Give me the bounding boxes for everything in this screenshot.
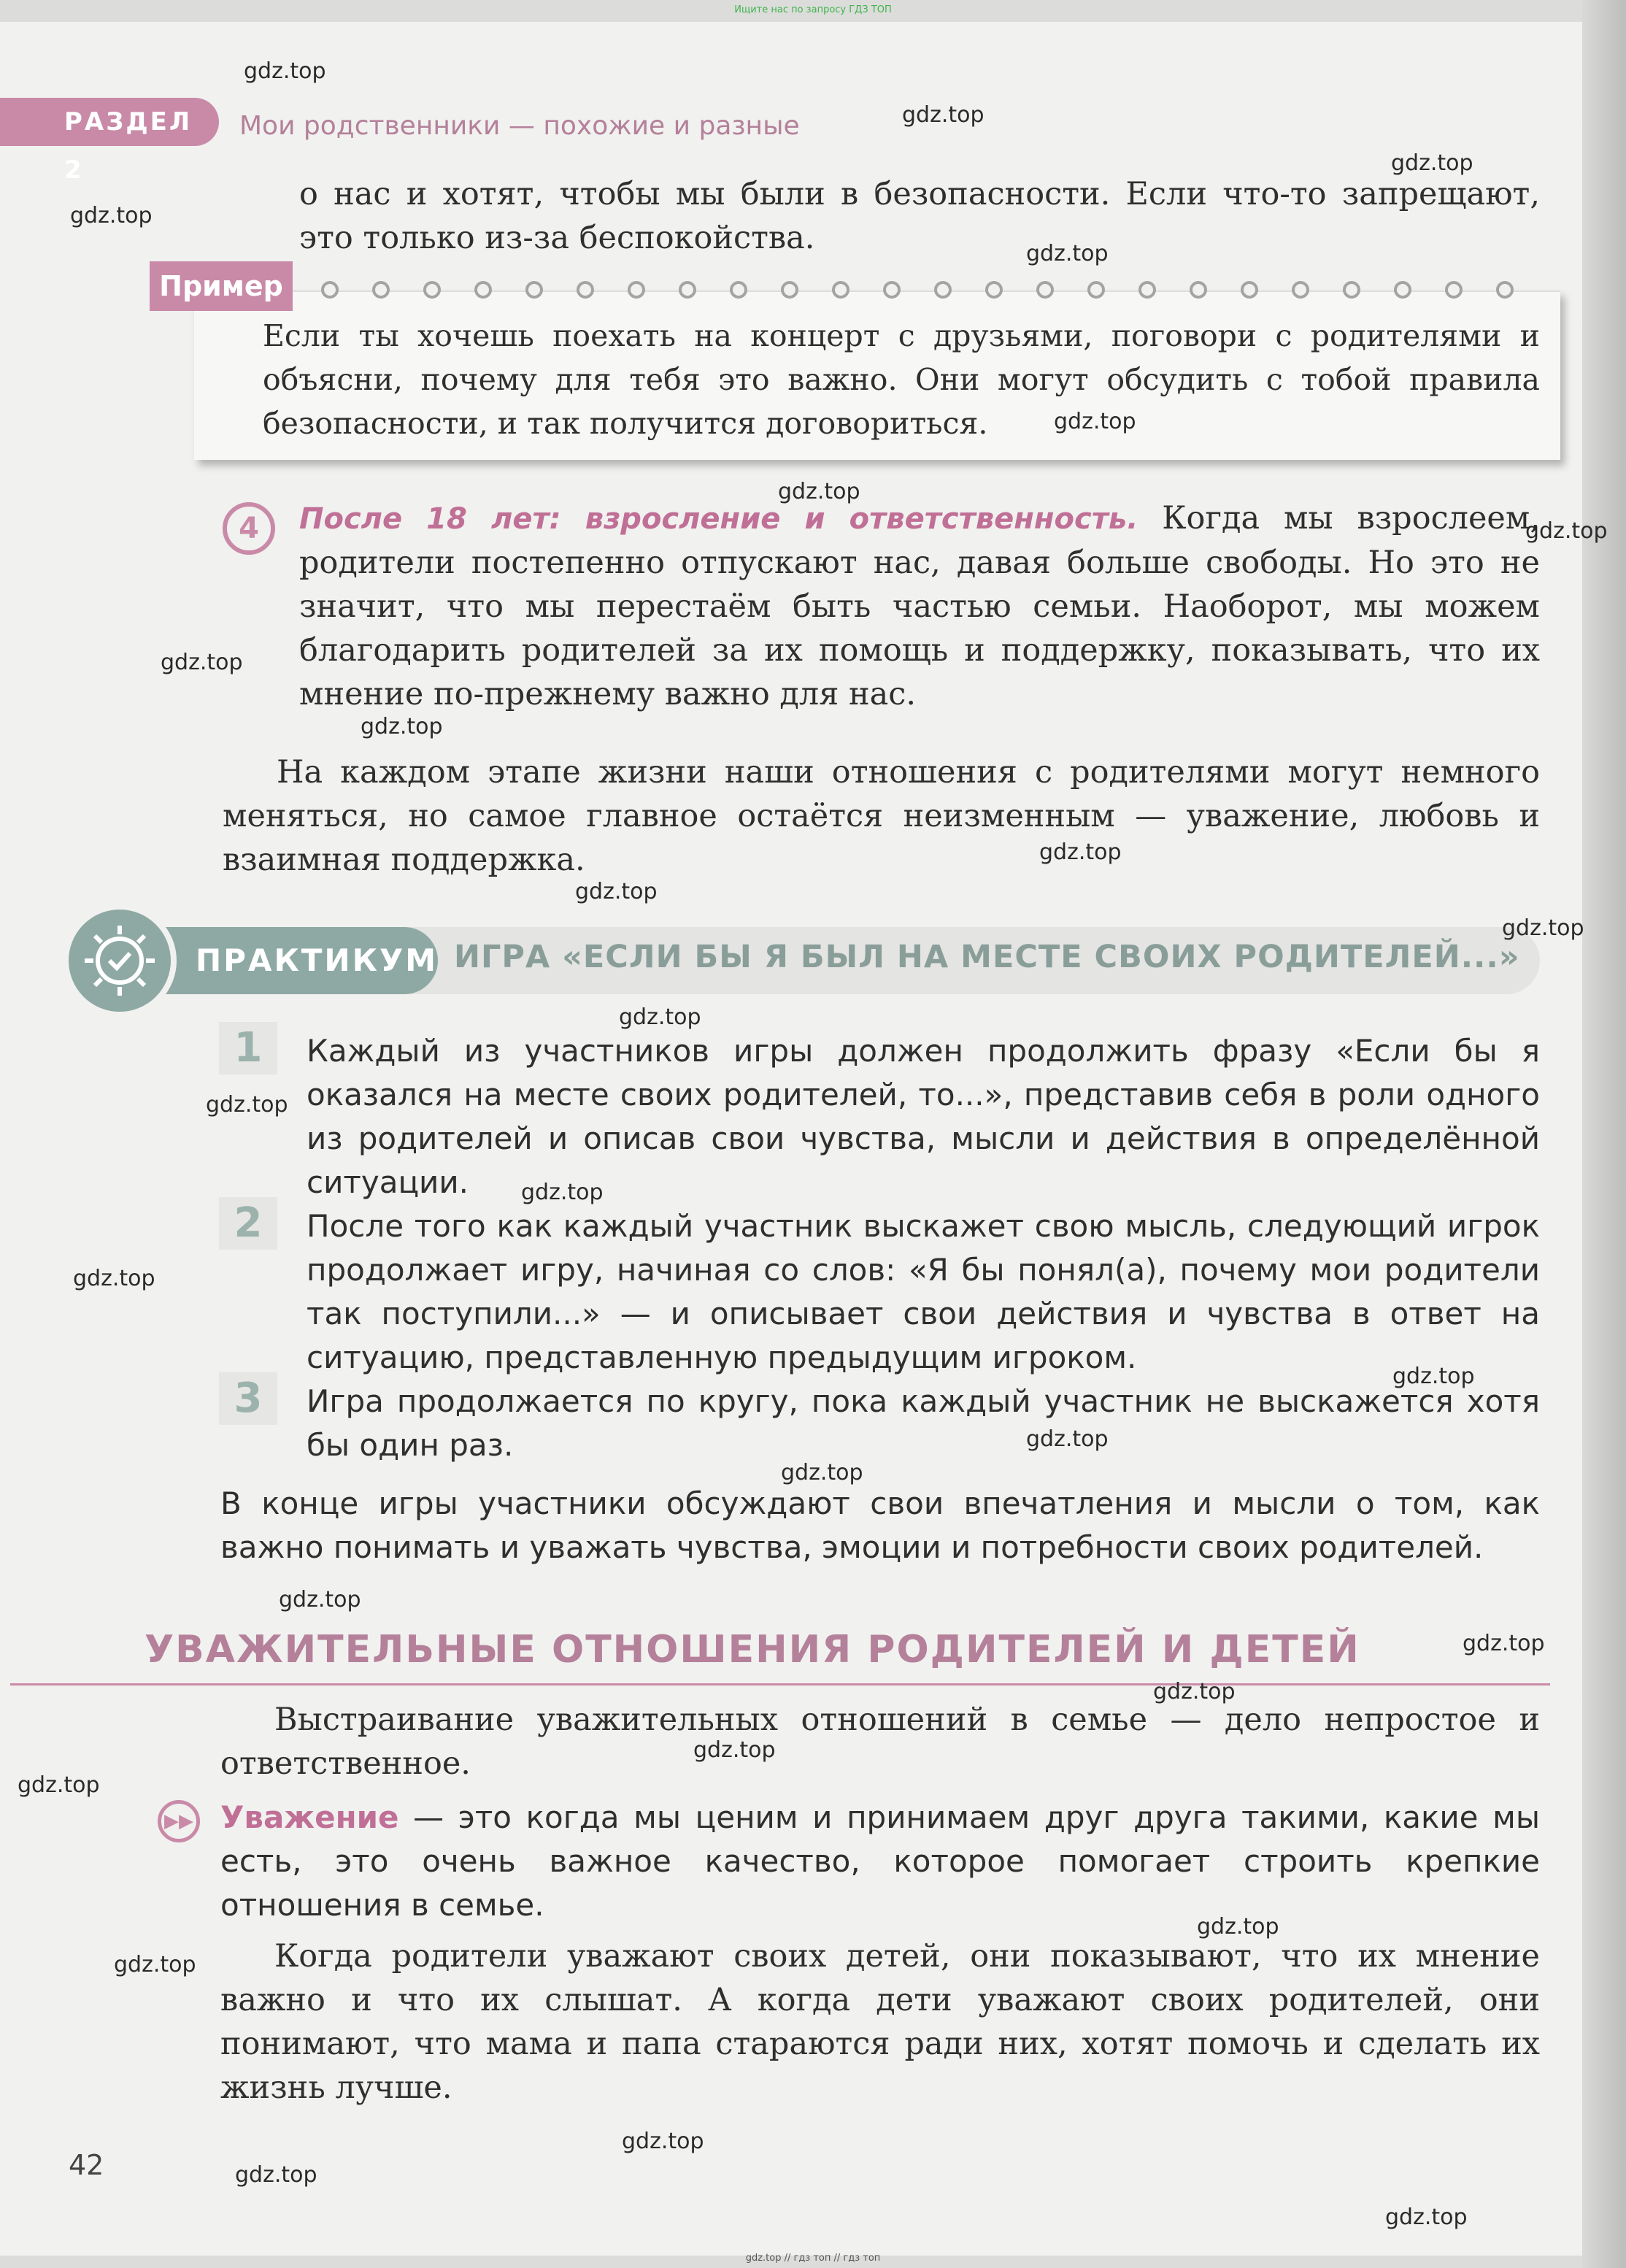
ring-icon	[1394, 281, 1411, 299]
page-number: 42	[69, 2149, 104, 2181]
ring-icon	[985, 281, 1003, 299]
watermark: gdz.top	[361, 714, 443, 739]
item-4-text: Когда мы взрослеем, родители постепенно отпускают нас, давая больше свободы. Но это не значит, что мы перестаём быть частью семьи. Наоборот, мы можем благодарить родителей за их помощь и поддержку, показывать, что их мнение по-прежнему важно для нас.	[299, 500, 1540, 712]
ring-icon	[1343, 281, 1360, 299]
ring-icon	[321, 281, 339, 299]
watermark: gdz.top	[161, 650, 243, 675]
ring-icon	[577, 281, 594, 299]
watermark: gdz.top	[1026, 241, 1109, 266]
watermark: gdz.top	[1502, 915, 1584, 941]
ring-icon	[730, 281, 747, 299]
example-text: Если ты хочешь поехать на концерт с друзьями, поговори с родителями и объясни, почему для тебя это важно. Они могут обсудить с тобой правила безопасности, и так получится договориться.	[263, 318, 1540, 441]
paragraph-1: о нас и хотят, чтобы мы были в безопасности. Если что-то запрещают, это только из-за беспокойства.	[299, 176, 1540, 256]
ring-icon	[1241, 281, 1258, 299]
ring-icon	[1445, 281, 1463, 299]
section-heading: УВАЖИТЕЛЬНЫЕ ОТНОШЕНИЯ РОДИТЕЛЕЙ И ДЕТЕЙ	[145, 1628, 1360, 1672]
step-number-1: 1	[219, 1022, 277, 1075]
fast-forward-icon: ▶▶	[158, 1800, 200, 1842]
step-number-2: 2	[219, 1197, 277, 1250]
watermark: gdz.top	[114, 1952, 196, 1977]
watermark: gdz.top	[1197, 1914, 1279, 1940]
practicum-tag: ПРАКТИКУМ	[109, 927, 438, 994]
definition-paragraph	[220, 1796, 1540, 1927]
ring-icon	[1292, 281, 1309, 299]
section-title: Мои родственники — похожие и разные	[239, 111, 800, 141]
item-4-paragraph	[299, 496, 1540, 716]
ring-icon	[934, 281, 952, 299]
ring-icon	[781, 281, 798, 299]
watermark: gdz.top	[1026, 1426, 1109, 1452]
ring-icon	[1496, 281, 1514, 299]
ring-icon	[474, 281, 492, 299]
ring-icon	[832, 281, 849, 299]
practicum-title: ИГРА «ЕСЛИ БЫ Я БЫЛ НА МЕСТЕ СВОИХ РОДИТЕЛЕЙ...»	[454, 939, 1520, 975]
watermark: gdz.top	[1391, 150, 1473, 176]
watermark: gdz.top	[1039, 839, 1122, 865]
definition-term: Уважение	[220, 1799, 399, 1835]
ring-icon	[1138, 281, 1156, 299]
step-number-3: 3	[219, 1372, 277, 1425]
watermark: gdz.top	[235, 2162, 317, 2188]
ring-icon	[679, 281, 696, 299]
top-note: Ищите нас по запросу ГДЗ ТОП	[734, 4, 892, 15]
ring-icon	[1036, 281, 1054, 299]
ring-icon	[628, 281, 645, 299]
watermark: gdz.top	[18, 1772, 100, 1798]
watermark: gdz.top	[619, 1004, 701, 1030]
watermark: gdz.top	[1385, 2204, 1468, 2230]
notebook-rings	[321, 281, 1525, 303]
ring-icon	[883, 281, 901, 299]
step-text-1: Каждый из участников игры должен продолжить фразу «Если бы я оказался на месте своих родителей, то...», представив себя в роли одного из родителей и описав свои чувства, мысли и действия в определённой ситуации.	[307, 1033, 1540, 1200]
watermark: gdz.top	[1054, 409, 1136, 434]
watermark: gdz.top	[279, 1587, 361, 1612]
item-4-lead: После 18 лет: взросление и ответственность.	[299, 502, 1138, 536]
ring-icon	[1190, 281, 1207, 299]
example-label: Пример	[150, 261, 293, 311]
watermark: gdz.top	[1525, 518, 1608, 544]
step-text-3: Игра продолжается по кругу, пока каждый участник не выскажется хотя бы один раз.	[307, 1383, 1540, 1463]
watermark: gdz.top	[1463, 1631, 1545, 1656]
definition-text: — это когда мы ценим и принимаем друг друга такими, какие мы есть, это очень важное качество, которое помогает строить крепкие отношения в семье.	[220, 1799, 1540, 1923]
heading-underline	[10, 1683, 1550, 1685]
watermark: gdz.top	[1153, 1679, 1236, 1704]
watermark: gdz.top	[778, 479, 860, 504]
step-text-2: После того как каждый участник выскажет свою мысль, следующий игрок продолжает игру, начиная со слов: «Я бы понял(а), почему мои родители так поступили...» — и описывает свои действия и чувства в ответ на ситуацию, представленную предыдущим игроком.	[307, 1208, 1540, 1375]
ring-icon	[423, 281, 441, 299]
ring-icon	[525, 281, 543, 299]
paragraph-6: Выстраивание уважительных отношений в семье — дело непростое и ответственное.	[220, 1702, 1540, 1782]
watermark: gdz.top	[521, 1180, 604, 1205]
ring-icon	[372, 281, 390, 299]
item-number-4: 4	[223, 502, 275, 555]
section-tag: РАЗДЕЛ 2	[0, 98, 219, 146]
watermark: gdz.top	[1392, 1364, 1475, 1389]
watermark: gdz.top	[902, 102, 985, 128]
ring-icon	[1087, 281, 1105, 299]
watermark: gdz.top	[70, 203, 153, 228]
paragraph-5: На каждом этапе жизни наши отношения с родителями могут немного меняться, но самое главное остаётся неизменным — уважение, любовь и взаимная поддержка.	[223, 754, 1540, 878]
practicum-gear-icon	[63, 904, 177, 1018]
watermark: gdz.top	[622, 2129, 704, 2154]
practicum-conclusion: В конце игры участники обсуждают свои впечатления и мысли о том, как важно понимать и уважать чувства, эмоции и потребности своих родителей.	[220, 1485, 1540, 1565]
bottom-note: gdz.top // гдз топ // гдз топ	[745, 2253, 881, 2264]
watermark: gdz.top	[206, 1092, 288, 1118]
watermark: gdz.top	[575, 879, 658, 904]
watermark: gdz.top	[693, 1737, 776, 1763]
paragraph-8: Когда родители уважают своих детей, они показывают, что их мнение важно и что их слышат. А когда дети уважают своих родителей, они понимают, что мама и папа стараются ради них, хотят помочь и сделать их жизнь лучше.	[220, 1938, 1540, 2106]
watermark: gdz.top	[73, 1266, 155, 1291]
watermark: gdz.top	[244, 58, 326, 84]
page-edge-shadow	[1582, 0, 1626, 2268]
watermark: gdz.top	[781, 1460, 863, 1485]
